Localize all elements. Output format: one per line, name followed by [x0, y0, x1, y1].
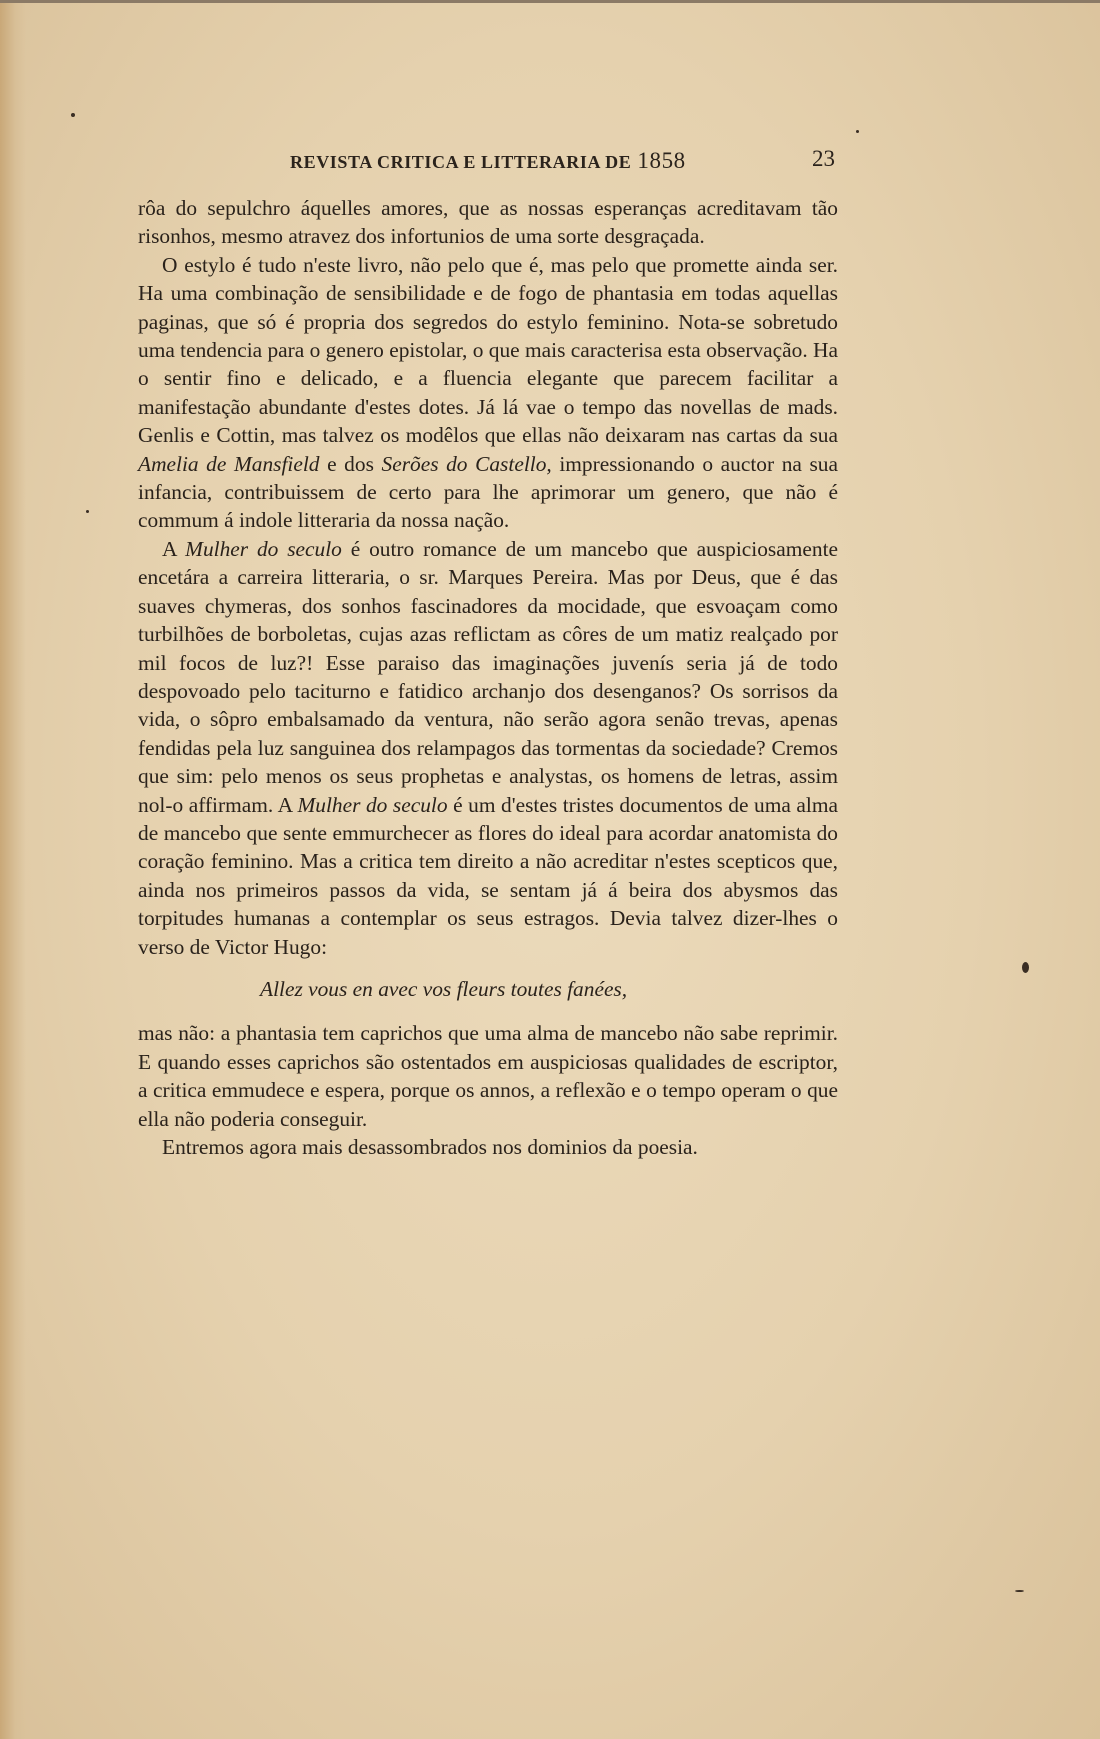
- page-left-edge: [0, 0, 26, 1739]
- ink-speck: [86, 510, 89, 513]
- running-title-year: 1858: [637, 148, 686, 173]
- page-top-edge: [0, 0, 1100, 3]
- ink-speck: [71, 113, 75, 117]
- italic-title-segment: Mulher do seculo: [297, 792, 448, 817]
- paragraph-after-quote: mas não: a phantasia tem caprichos que uma alma de mancebo não sabe reprimir. E quando esses caprichos são ostentados em auspiciosas qualidades de escriptor, a critica emmudece e espera, porque os annos, a reflexão e o tempo operam o que ella não poderia conseguir.: [138, 1021, 838, 1131]
- ink-speck: [1015, 1590, 1024, 1592]
- running-title-text: REVISTA CRITICA E LITTERARIA DE: [290, 152, 632, 172]
- text-segment: rôa do sepulchro áquelles amores, que as nossas esperanças acreditavam tão risonhos, mesmo atravez dos infortunios de uma sorte desgraçada.: [138, 196, 838, 249]
- italic-title-segment: Amelia de Mansfield: [138, 451, 320, 476]
- text-segment: O estylo é tudo n'este livro, não pelo que é, mas pelo que promette ainda ser. Ha uma combinação de sensibilidade e de fogo de phantasia em todas aquellas paginas, que só é propria dos segredos do estylo feminino. Nota-se sobretudo uma tendencia para o genero epistolar, o que mais caracterisa esta observação. Ha o sentir fino e delicado, e a fluencia elegante que parecem facilitar a manifestação abundante d'estes dotes. Já lá vae o tempo das novellas de mads. Genlis e Cottin, mas talvez os modêlos que ellas não deixaram nas cartas da sua: [138, 252, 838, 448]
- page-number: 23: [812, 146, 835, 171]
- text-segment: é outro romance de um mancebo que auspiciosamente encetára a carreira litteraria, o sr. Marques Pereira. Mas por Deus, que é das suaves chymeras, dos sonhos fascinadores da mocidade, que esvoaçam como turbilhões de borboletas, cujas azas reflictam as côres de um matiz realçado por mil focos de luz?! Esse paraiso das imaginações juvenís seria já de todo despovoado pelo taciturno e fatidico archanjo dos desenganos? Os sorrisos da vida, o sôpro embalsamado da ventura, não serão agora senão trevas, apenas fendidas pela luz sanguinea dos relampagos das tormentas da sociedade? Cremos que sim: pelo menos os seus prophetas e analystas, os homens de letras, assim nol-o affirmam. A: [138, 536, 839, 817]
- ink-speck: [1022, 962, 1029, 973]
- paragraph: [138, 194, 838, 251]
- italic-title-segment: Mulher do seculo: [185, 536, 342, 561]
- closing-paragraph: Entremos agora mais desassombrados nos dominios da poesia.: [162, 1135, 698, 1159]
- running-header: [140, 148, 835, 178]
- verse-quote: Allez vous en avec vos fleurs toutes fanées,: [260, 976, 628, 1001]
- paragraph: [138, 535, 838, 961]
- text-segment: e dos: [319, 451, 382, 476]
- ink-speck: [856, 130, 859, 133]
- text-segment: é um d'estes tristes documentos de uma alma de mancebo que sente emmurchecer as flores do ideal para acordar anatomista do coração feminino. Mas a critica tem direito a não acreditar n'estes scepticos que, ainda nos primeiros passos da vida, se sentam já á beira dos abysmos das torpitudes humanas a contemplar os seus estragos. Devia talvez dizer-lhes o verso de Victor Hugo:: [138, 792, 838, 959]
- text-segment: A: [162, 536, 186, 561]
- italic-title-segment: Serões do Castello,: [381, 451, 552, 476]
- text-segment: impressionando o auctor na sua infancia, contribuissem de certo para lhe aprimorar um genero, que não é commum á indole litteraria da nossa nação.: [138, 451, 838, 533]
- body-text: [138, 194, 838, 1161]
- paragraph: [138, 251, 838, 535]
- running-title: [290, 148, 686, 174]
